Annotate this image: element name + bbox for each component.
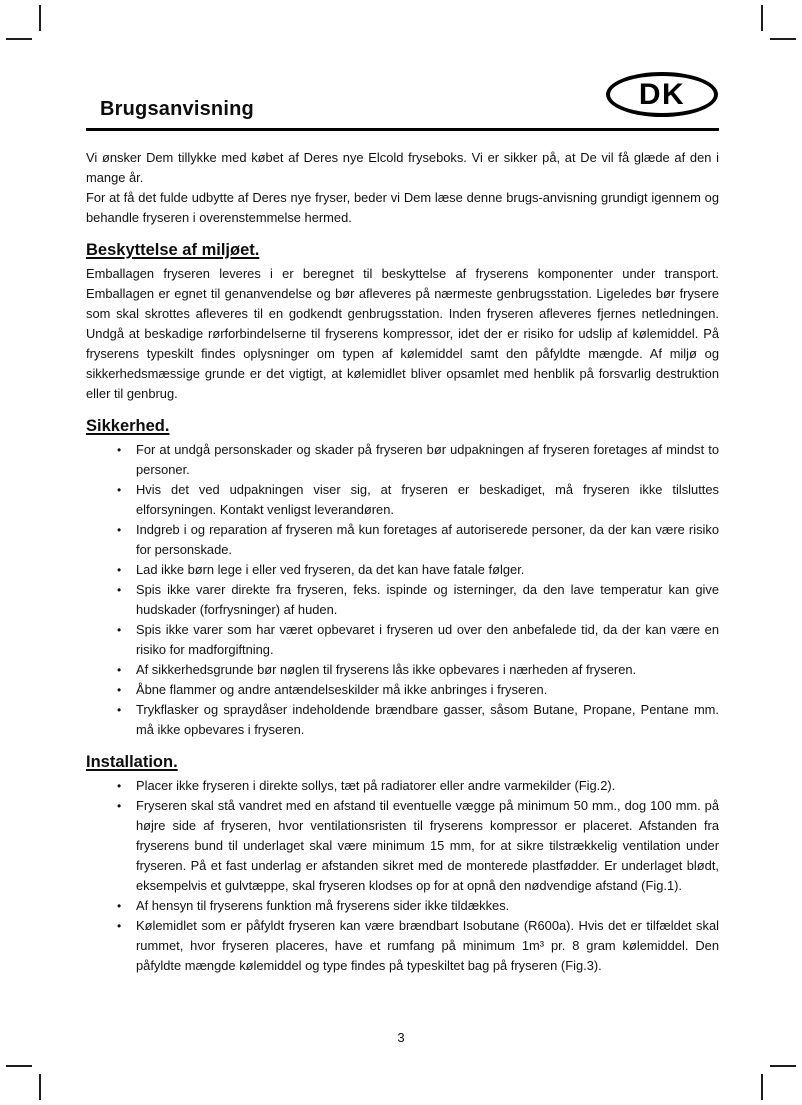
- safety-bullet-9: • Trykflasker og spraydåser indeholdende brændbare gasser, såsom Butane, Propane, Pentane mm. må ikke opbevares i fryseren.: [115, 700, 719, 740]
- section-heading-environment: Beskyttelse af miljøet.: [86, 241, 260, 259]
- safety-bullet-5: • Spis ikke varer direkte fra fryseren, feks. ispinde og isterninger, da den lave temperatur kan give hudskader (forfrysninger) af huden.: [115, 580, 719, 620]
- safety-bullet-6: • Spis ikke varer som har været opbevaret i fryseren ud over den anbefalede tid, da der kan være en risiko for madforgiftning.: [115, 620, 719, 660]
- safety-bullet-2: • Hvis det ved udpakningen viser sig, at fryseren er beskadiget, må fryseren ikke tilsluttes elforsyningen. Kontakt venligst leverandøren.: [115, 480, 719, 520]
- dk-badge-label: DK: [638, 77, 686, 111]
- safety-bullet-3: • Indgreb i og reparation af fryseren må kun foretages af autoriserede personer, da der kan være risiko for personskade.: [115, 520, 719, 560]
- title-rule: [86, 128, 719, 131]
- installation-bullet-1: • Placer ikke fryseren i direkte sollys, tæt på radiatorer eller andre varmekilder (Fig.2).: [115, 776, 719, 796]
- safety-bullet-8: • Åbne flammer og andre antændelseskilder må ikke anbringes i fryseren.: [115, 680, 719, 700]
- crop-mark-bottom-left-vertical: [39, 1074, 41, 1100]
- installation-bullet-2: • Fryseren skal stå vandret med en afstand til eventuelle vægge på minimum 50 mm., dog 100 mm. på højre side af fryseren, hvor ventilationsristen til fryserens kompressor er placeret. Afstanden fra fryserens bund til underlaget skal være minimum 15 mm, for at sikre tilstrækkelig ventilation under fryseren. På et fast underlag er afstanden sikret med de monterede plastfødder. Er underlaget blødt, eksempelvis et gulvtæppe, skal fryseren klodses op for at opnå den nødvendige afstand (Fig.1).: [115, 796, 719, 896]
- section-heading-installation: Installation.: [86, 753, 178, 771]
- safety-bullet-7: • Af sikkerhedsgrunde bør nøglen til fryserens lås ikke opbevares i nærheden af fryseren.: [115, 660, 719, 680]
- safety-bullet-4: • Lad ikke børn lege i eller ved fryseren, da det kan have fatale følger.: [115, 560, 719, 580]
- installation-bullet-3: • Af hensyn til fryserens funktion må fryserens sider ikke tildækkes.: [115, 896, 719, 916]
- page-content: [86, 98, 719, 976]
- page-title: Brugsanvisning: [100, 98, 254, 120]
- crop-mark-top-left-vertical: [39, 5, 41, 31]
- page-number: 3: [397, 1030, 405, 1045]
- safety-bullet-1: • For at undgå personskader og skader på fryseren bør udpakningen af fryseren foretages af mindst to personer.: [115, 440, 719, 480]
- intro-paragraph-1: Vi ønsker Dem tillykke med købet af Deres nye Elcold fryseboks. Vi er sikker på, at De vil få glæde af den i mange år.: [86, 150, 719, 185]
- crop-mark-bottom-left-horizontal: [6, 1065, 32, 1067]
- installation-bullet-4: • Kølemidlet som er påfyldt fryseren kan være brændbart Isobutane (R600a). Hvis det er tilfældet skal rummet, hvor fryseren placeres, have et rumfang på minimum 1m³ pr. 8 gram kølemiddel. Den påfyldte mængde kølemiddel og type findes på typeskiltet bag på fryseren (Fig.3).: [115, 916, 719, 976]
- section-environment-body: Emballagen fryseren leveres i er beregnet til beskyttelse af fryserens komponenter under transport. Emballagen er egnet til genanvendelse og bør afleveres på nærmeste genbrugsstation. Ligeledes bør frysere som skal skrottes afleveres til en godkendt genbrugsstation. Inden fryseren afleveres fjernes netledningen. Undgå at beskadige rørforbindelserne til fryserens kompressor, idet der er risiko for udslip af kølemiddel. På fryserens typeskilt findes oplysninger om typen af kølemiddel samt den påfyldte mængde. Af miljø og sikkerhedsmæssige grunde er det vigtigt, at kølemidlet bliver opsamlet med henblik på forsvarlig destruktion eller til genbrug.: [86, 266, 719, 401]
- intro-paragraph-2: For at få det fulde udbytte af Deres nye fryser, beder vi Dem læse denne brugs-anvisning grundigt igennem og behandle fryseren i overenstemmelse hermed.: [86, 190, 719, 225]
- safety-bullet-list: [86, 440, 719, 740]
- crop-mark-bottom-right-horizontal: [770, 1065, 796, 1067]
- installation-bullet-list: [86, 776, 719, 976]
- crop-mark-bottom-right-vertical: [761, 1074, 763, 1100]
- crop-mark-top-right-vertical: [761, 5, 763, 31]
- crop-mark-top-right-horizontal: [770, 38, 796, 40]
- section-heading-safety: Sikkerhed.: [86, 417, 170, 435]
- crop-mark-top-left-horizontal: [6, 38, 32, 40]
